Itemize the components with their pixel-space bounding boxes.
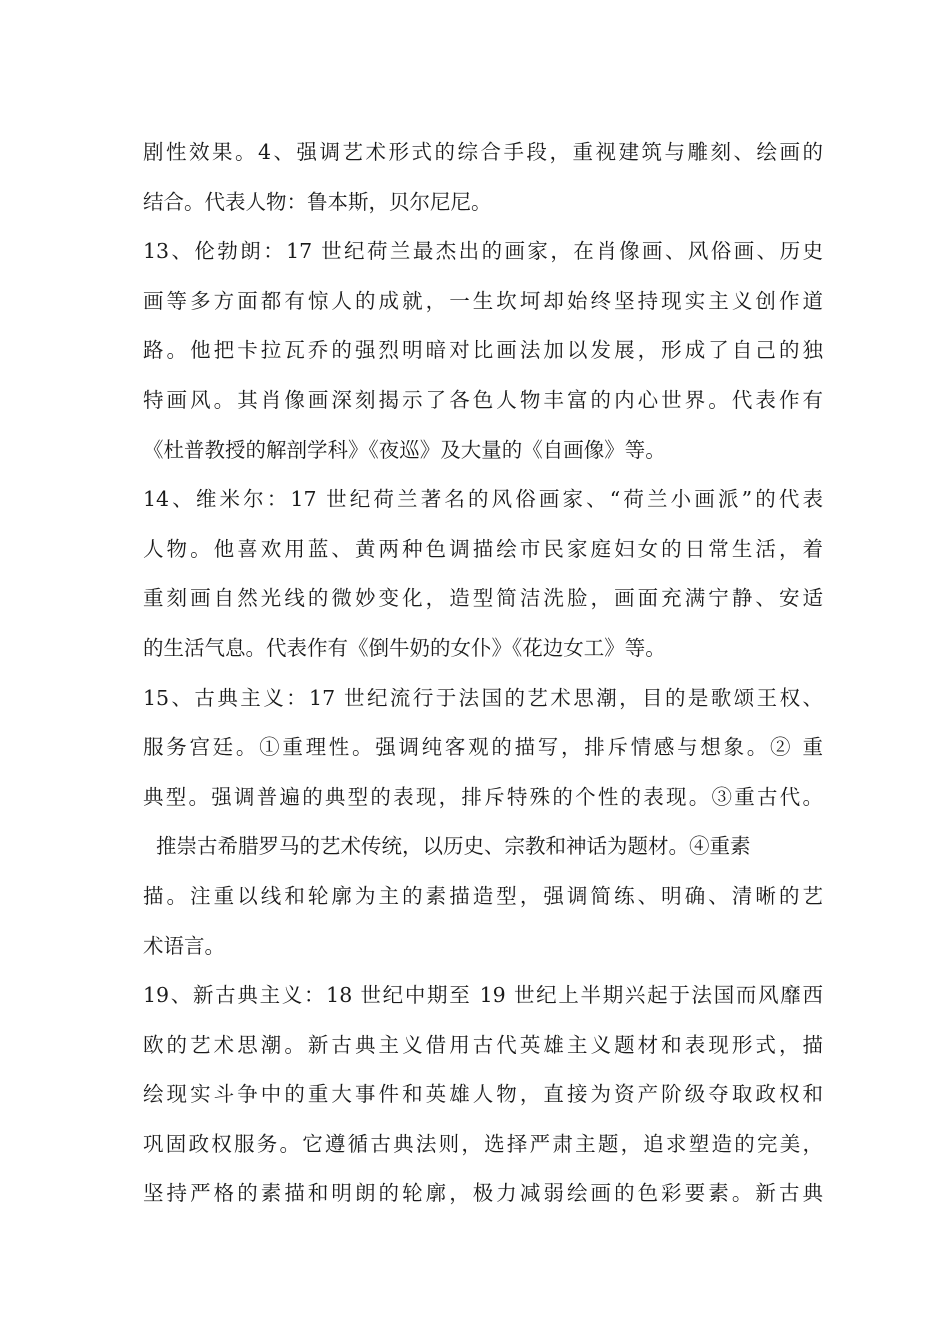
text-line: 13、伦勃朗：17 世纪荷兰最杰出的画家，在肖像画、风俗画、历史 [143,239,823,264]
text-line: 画等多方面都有惊人的成就，一生坎坷却始终坚持现实主义创作道 [143,288,823,313]
text-line: 的生活气息。代表作有《倒牛奶的女仆》《花边女工》等。 [143,635,666,660]
text-line: 术语言。 [143,933,225,958]
text-line: 服务宫廷。①重理性。强调纯客观的描写，排斥情感与想象。② 重 [143,735,823,760]
text-line: 特画风。其肖像画深刻揭示了各色人物丰富的内心世界。代表作有 [143,387,823,412]
text-line: 描。注重以线和轮廓为主的素描造型，强调简练、明确、清晰的艺 [143,883,823,908]
text-line: 剧性效果。4、强调艺术形式的综合手段，重视建筑与雕刻、绘画的 [143,140,823,164]
text-line: 推崇古希腊罗马的艺术传统，以历史、宗教和神话为题材。④重素 [143,834,751,859]
text-line: 坚持严格的素描和明朗的轮廓，极力减弱绘画的色彩要素。新古典 [143,1181,823,1206]
text-line: 绘现实斗争中的重大事件和英雄人物，直接为资产阶级夺取政权和 [143,1082,823,1107]
text-line: 《杜普教授的解剖学科》《夜巡》及大量的《自画像》等。 [143,437,666,462]
text-line: 欧的艺术思潮。新古典主义借用古代英雄主义题材和表现形式，描 [143,1032,823,1057]
body-text [143,128,823,1219]
text-line: 重刻画自然光线的微妙变化，造型简洁洗脸，画面充满宁静、安适 [143,586,823,611]
text-line: 巩固政权服务。它遵循古典法则，选择严肃主题，追求塑造的完美， [143,1131,823,1156]
text-line: 15、古典主义：17 世纪流行于法国的艺术思潮，目的是歌颂王权、 [143,685,823,710]
text-line: 结合。代表人物：鲁本斯，贝尔尼尼。 [143,189,492,214]
text-line: 14、维米尔：17 世纪荷兰著名的风俗画家、“荷兰小画派”的代表 [143,487,823,512]
text-line: 典型。强调普遍的典型的表现，排斥特殊的个性的表现。③重古代。 [143,784,823,809]
text-line: 19、新古典主义：18 世纪中期至 19 世纪上半期兴起于法国而风靡西 [143,983,823,1008]
text-line: 人物。他喜欢用蓝、黄两种色调描绘市民家庭妇女的日常生活，着 [143,536,823,561]
text-line: 路。他把卡拉瓦乔的强烈明暗对比画法加以发展，形成了自己的独 [143,338,823,363]
